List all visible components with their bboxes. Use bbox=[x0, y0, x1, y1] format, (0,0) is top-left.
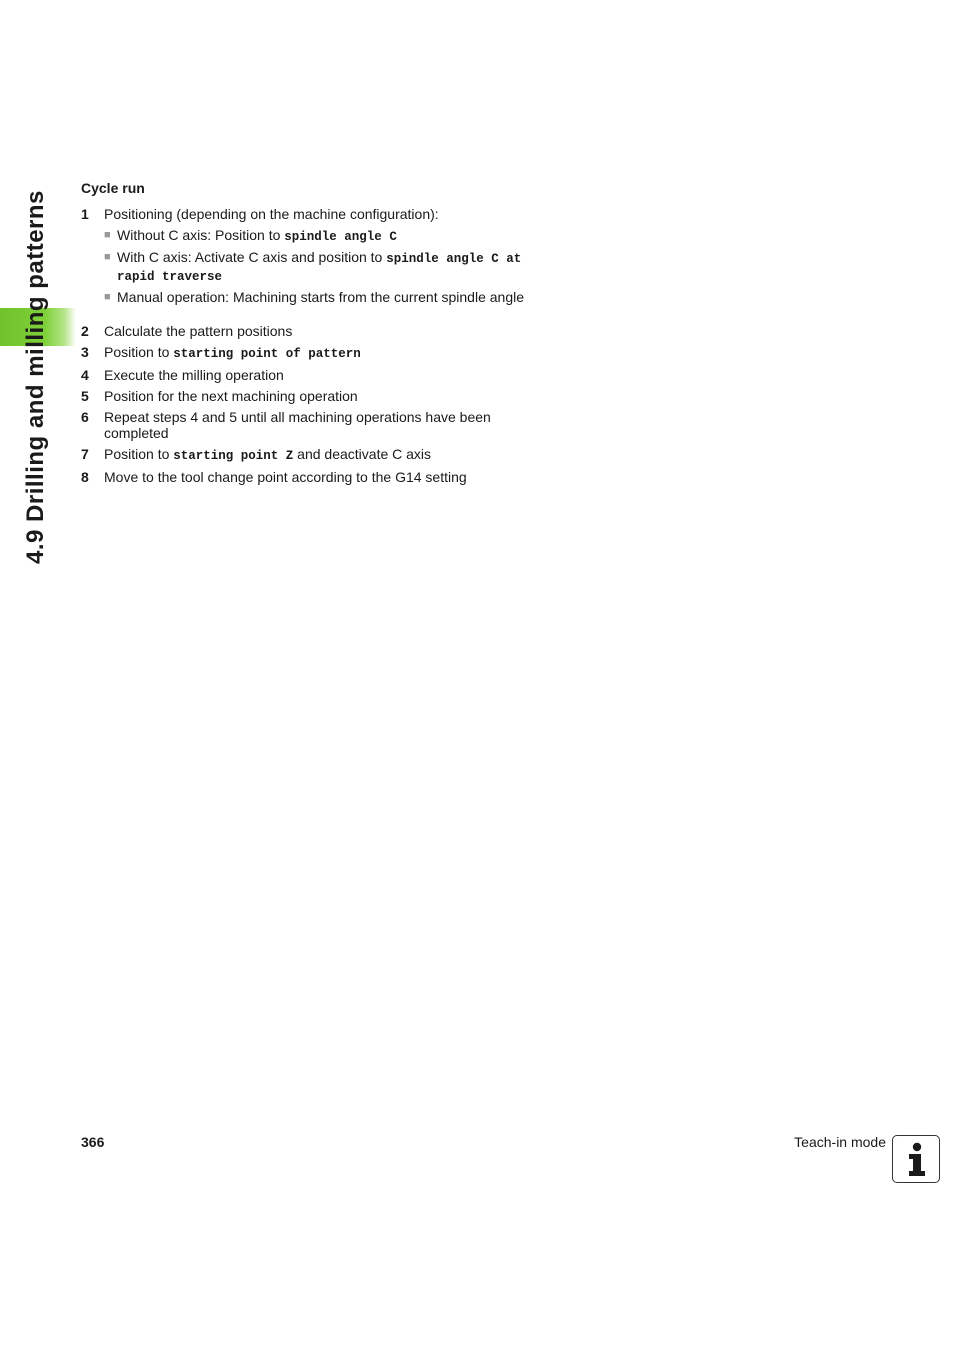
sub-text: Without C axis: Position to bbox=[117, 227, 285, 243]
step-number: 4 bbox=[81, 367, 89, 383]
step-3 bbox=[81, 344, 541, 362]
step-code: starting point of pattern bbox=[173, 347, 361, 361]
step-text: Position to bbox=[104, 344, 174, 360]
square-bullet-icon: ■ bbox=[104, 291, 111, 303]
chapter-side-title: 4.9 Drilling and milling patterns bbox=[22, 190, 49, 564]
section-title: Cycle run bbox=[81, 180, 145, 196]
step-text: Position for the next machining operation bbox=[104, 388, 358, 404]
sub-item bbox=[104, 249, 541, 285]
square-bullet-icon: ■ bbox=[104, 229, 111, 241]
sub-text: With C axis: Activate C axis and position to bbox=[117, 249, 387, 265]
sub-item bbox=[104, 227, 541, 245]
step-4 bbox=[81, 367, 541, 383]
step-text: Calculate the pattern positions bbox=[104, 323, 293, 339]
step-text: Move to the tool change point according to the G14 setting bbox=[104, 469, 467, 485]
step-number: 7 bbox=[81, 446, 89, 462]
step-5 bbox=[81, 388, 541, 404]
step-number: 5 bbox=[81, 388, 89, 404]
page-number: 366 bbox=[81, 1134, 105, 1150]
step-7 bbox=[81, 446, 541, 464]
steps-list bbox=[81, 206, 541, 485]
step-number: 2 bbox=[81, 323, 89, 339]
chapter-name: Teach-in mode bbox=[794, 1134, 886, 1150]
step-text-after: and deactivate C axis bbox=[293, 446, 432, 462]
step-number: 3 bbox=[81, 344, 89, 360]
info-icon bbox=[892, 1135, 940, 1183]
step-text: Repeat steps 4 and 5 until all machining operations have been completed bbox=[104, 409, 491, 441]
step-6 bbox=[81, 409, 541, 441]
step-text: Execute the milling operation bbox=[104, 367, 284, 383]
sub-item bbox=[104, 289, 541, 305]
step-number: 6 bbox=[81, 409, 89, 425]
step-text: Positioning (depending on the machine configuration): bbox=[104, 206, 439, 222]
sub-text: Manual operation: Machining starts from the current spindle angle bbox=[117, 289, 524, 305]
step-2 bbox=[81, 323, 541, 339]
step-1 bbox=[81, 206, 541, 309]
step-number: 8 bbox=[81, 469, 89, 485]
step-text: Position to bbox=[104, 446, 174, 462]
sub-list bbox=[104, 227, 541, 305]
sub-code: spindle angle C at rapid traverse bbox=[117, 252, 522, 284]
step-number: 1 bbox=[81, 206, 89, 222]
square-bullet-icon: ■ bbox=[104, 251, 111, 263]
step-code: starting point Z bbox=[173, 449, 294, 463]
step-8 bbox=[81, 469, 541, 485]
main-content bbox=[81, 180, 541, 490]
sub-code: spindle angle C bbox=[284, 230, 397, 244]
